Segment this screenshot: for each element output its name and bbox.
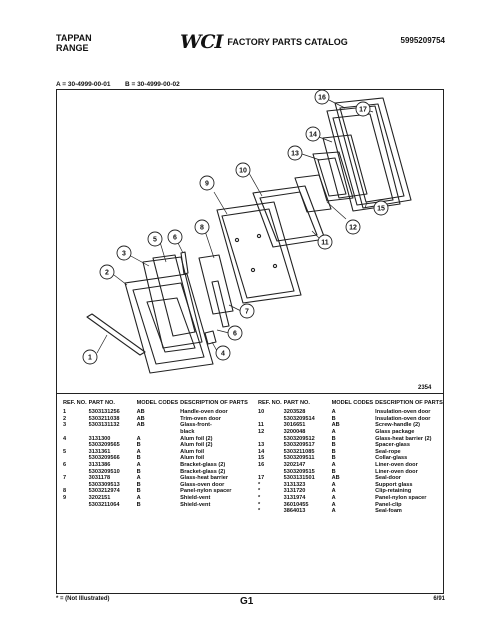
callout-label-9: 9: [205, 180, 209, 188]
description-cell: Glass-oven door: [180, 481, 225, 488]
table-row: [258, 416, 455, 423]
callout-label-16: 16: [318, 94, 326, 102]
part-no-cell: 5303211064: [88, 501, 120, 508]
part-no-cell: 3202151: [88, 494, 111, 501]
table-row: [258, 488, 455, 495]
callout-label-6b: 6: [233, 330, 237, 338]
model-code-cell: B: [331, 442, 336, 449]
table-row: [258, 482, 455, 489]
callout-label-7: 7: [245, 308, 249, 316]
ref-no-cell: *: [258, 501, 261, 508]
description-cell: Spacer-glass: [375, 442, 410, 449]
model-code-cell: A: [136, 475, 141, 482]
ref-no-cell: 4: [63, 435, 67, 442]
table-row: [63, 455, 260, 462]
ref-no-cell: 11: [258, 422, 264, 429]
ref-no-cell: 1: [63, 409, 67, 416]
model-code-cell: B: [331, 448, 336, 455]
description-cell: Glass-heat barrier: [180, 475, 229, 482]
description-cell: Insulation-oven door: [375, 409, 431, 416]
header-description: DESCRIPTION OF PARTS: [375, 400, 443, 406]
callout-label-11: 11: [321, 239, 329, 247]
table-row: [258, 495, 455, 502]
part-no-cell: 5303209511: [283, 455, 315, 462]
table-row: [258, 469, 455, 476]
ref-no-cell: 13: [258, 442, 265, 449]
part-insulation: [253, 186, 325, 247]
description-cell: Glass-heat barrier (2): [375, 435, 432, 442]
table-row: [258, 442, 455, 449]
catalog-number: 5995209754: [400, 36, 445, 45]
part-no-cell: 3131323: [283, 481, 306, 488]
table-row: [258, 455, 455, 462]
model-code-cell: B: [331, 468, 336, 475]
table-row: [63, 416, 260, 423]
part-no-cell: 3131720: [283, 488, 306, 495]
model-b: B = 30-4999-00-02: [124, 81, 180, 88]
part-no-cell: 5303211038: [88, 415, 120, 422]
ref-no-cell: *: [258, 494, 261, 501]
model-code-cell: A: [136, 494, 141, 501]
description-cell: Seal-door: [375, 475, 401, 482]
table-row: [63, 409, 260, 416]
part-shield-vent: [199, 255, 233, 314]
table-row: [63, 436, 260, 443]
part-no-cell: 5303209515: [283, 468, 315, 475]
part-no-cell: 5303209566: [88, 455, 120, 462]
header-ref-no: REF. NO.: [258, 400, 282, 406]
catalog-title: FACTORY PARTS CATALOG: [227, 37, 348, 47]
table-row: [258, 422, 455, 429]
table-row: [258, 462, 455, 469]
part-handle: [87, 314, 145, 355]
part-no-cell: 5303131256: [88, 409, 120, 416]
model-code-cell: A: [331, 494, 336, 501]
part-no-cell: 5303209512: [283, 435, 315, 442]
model-code-cell: A: [331, 481, 336, 488]
callout-label-4: 4: [221, 350, 225, 358]
model-code-cell: A: [331, 501, 336, 508]
table-row: [258, 502, 455, 509]
ref-no-cell: [258, 469, 284, 476]
table-row: [258, 475, 455, 482]
model-code-cell: A: [136, 435, 141, 442]
table-row: [63, 449, 260, 456]
description-cell: Clip-retaining: [375, 488, 412, 495]
part-no-cell: 5303212974: [88, 488, 120, 495]
wci-logo: WCI: [180, 31, 223, 53]
part-no-cell: 3203528: [283, 409, 306, 416]
model-code-cell: [137, 429, 181, 436]
part-seal-rope: [323, 135, 367, 198]
description-cell: Liner-oven door: [375, 468, 418, 475]
model-code-cell: A: [331, 428, 336, 435]
description-cell: Liner-oven door: [375, 461, 418, 468]
part-no-cell: [89, 429, 137, 436]
model-code-cell: B: [136, 442, 141, 449]
catalog-header: [180, 31, 348, 53]
table-header-row: [258, 400, 455, 409]
ref-no-cell: 3: [63, 422, 67, 429]
model-code-cell: AB: [136, 409, 145, 416]
table-row: [258, 449, 455, 456]
description-cell: Screw-handle (2): [375, 422, 420, 429]
model-code-cell: B: [136, 488, 141, 495]
ref-no-cell: 5: [63, 448, 67, 455]
ref-no-cell: *: [258, 481, 261, 488]
table-row: [258, 429, 455, 436]
description-cell: Seal-foam: [375, 508, 402, 515]
model-code-cell: B: [136, 455, 141, 462]
part-no-cell: 5303211085: [283, 448, 315, 455]
model-legend: [56, 81, 180, 88]
description-cell: Seal-rope: [375, 448, 401, 455]
description-cell: Panel-nylon spacer: [375, 494, 427, 501]
description-cell: Shield-vent: [180, 494, 211, 501]
part-no-cell: 5303309513: [88, 481, 120, 488]
callout-label-13: 13: [291, 150, 299, 158]
brand-name: TAPPAN: [56, 33, 92, 43]
table-divider: [56, 393, 444, 394]
description-cell: Handle-oven door: [180, 409, 228, 416]
ref-no-cell: [63, 469, 89, 476]
ref-no-cell: 12: [258, 428, 265, 435]
description-cell: Insulation-oven door: [375, 415, 431, 422]
part-no-cell: 3131386: [88, 461, 111, 468]
ref-no-cell: 10: [258, 409, 265, 416]
header-part-no: PART NO.: [88, 400, 115, 406]
part-no-cell: 5303209517: [283, 442, 315, 449]
table-row: [63, 429, 260, 436]
model-code-cell: AB: [331, 475, 340, 482]
ref-no-cell: *: [258, 508, 261, 515]
ref-no-cell: 8: [63, 488, 67, 495]
part-no-cell: 3016651: [283, 422, 306, 429]
callout-label-6: 6: [173, 234, 177, 242]
part-heat-barrier: [212, 281, 229, 327]
model-code-cell: A: [331, 461, 336, 468]
model-code-cell: B: [331, 435, 336, 442]
part-no-cell: 5303209510: [88, 468, 120, 475]
callout-label-10: 10: [239, 167, 247, 175]
ref-no-cell: 6: [63, 461, 67, 468]
table-header-row: [63, 400, 260, 409]
table-row: [258, 508, 455, 515]
model-code-cell: AB: [136, 422, 145, 429]
callout-label-1: 1: [88, 354, 92, 362]
callout-label-8: 8: [200, 224, 204, 232]
model-code-cell: B: [136, 481, 141, 488]
ref-no-cell: 16: [258, 461, 265, 468]
description-cell: Trim-oven door: [180, 415, 221, 422]
table-row: [63, 475, 260, 482]
part-no-cell: 3131974: [283, 494, 306, 501]
description-cell: Shield-vent: [180, 501, 211, 508]
table-row: [63, 502, 260, 509]
oven-door-exploded-diagram: [57, 90, 443, 392]
ref-no-cell: [63, 502, 89, 509]
ref-no-cell: 9: [63, 494, 67, 501]
callout-label-5: 5: [153, 236, 157, 244]
description-cell: Bracket-glass (2): [180, 461, 226, 468]
ref-no-cell: [258, 416, 284, 423]
part-inner-panel: [217, 202, 301, 303]
part-no-cell: 3200048: [283, 428, 306, 435]
ref-no-cell: [63, 442, 89, 449]
part-no-cell: 5303209565: [88, 442, 120, 449]
table-row: [63, 482, 260, 489]
callout-label-12: 12: [349, 224, 357, 232]
header-model-codes: MODEL CODES: [136, 400, 179, 406]
callout-label-17: 17: [359, 106, 367, 114]
model-code-cell: A: [331, 488, 336, 495]
description-cell: Glass package: [375, 428, 415, 435]
callout-label-14: 14: [309, 131, 317, 139]
part-no-cell: 5303209514: [283, 415, 315, 422]
model-code-cell: A: [136, 461, 141, 468]
ref-no-cell: 7: [63, 475, 67, 482]
header-model-codes: MODEL CODES: [331, 400, 374, 406]
revision-date: 6/91: [433, 596, 445, 602]
description-cell: black: [180, 428, 195, 435]
brand-block: [56, 33, 92, 53]
callout-label-3: 3: [122, 250, 126, 258]
ref-no-cell: 15: [258, 455, 265, 462]
table-row: [63, 495, 260, 502]
model-code-cell: A: [331, 508, 336, 515]
ref-no-cell: [63, 455, 89, 462]
description-cell: Alum foil: [180, 455, 205, 462]
ref-no-cell: [63, 482, 89, 489]
description-cell: Collar-glass: [375, 455, 408, 462]
part-no-cell: 36010455: [283, 501, 309, 508]
ref-no-cell: *: [258, 488, 261, 495]
description-cell: Bracket-glass (2): [180, 468, 226, 475]
model-code-cell: B: [136, 468, 141, 475]
part-glass-front: [153, 255, 195, 336]
model-a: A = 30-4999-00-01: [56, 81, 111, 88]
table-row: [63, 469, 260, 476]
ref-no-cell: 2: [63, 415, 67, 422]
table-row: [63, 422, 260, 429]
table-row: [63, 442, 260, 449]
parts-table-left: [63, 400, 260, 508]
model-code-cell: A: [331, 409, 336, 416]
table-row: [258, 436, 455, 443]
part-no-cell: 3202147: [283, 461, 306, 468]
description-cell: Panel-clip: [375, 501, 402, 508]
header-ref-no: REF. NO.: [63, 400, 87, 406]
description-cell: Glass-front-: [180, 422, 212, 429]
parts-table-right: [258, 400, 455, 515]
part-seal-door: [335, 98, 411, 208]
part-no-cell: 3031178: [88, 475, 111, 482]
page-number: G1: [240, 596, 254, 607]
table-row: [63, 462, 260, 469]
description-cell: Alum foil (2): [180, 435, 213, 442]
footnote-not-illustrated: * = (Not Illustrated): [56, 596, 110, 602]
callout-label-15: 15: [377, 205, 385, 213]
part-no-cell: 3864013: [283, 508, 306, 515]
description-cell: Alum foil: [180, 448, 205, 455]
header-description: DESCRIPTION OF PARTS: [180, 400, 248, 406]
model-code-cell: A: [136, 448, 141, 455]
part-no-cell: 5303131132: [88, 422, 120, 429]
description-cell: Alum foil (2): [180, 442, 213, 449]
model-code-cell: B: [136, 501, 141, 508]
part-no-cell: 3131300: [88, 435, 111, 442]
product-type: RANGE: [56, 43, 89, 53]
table-row: [258, 409, 455, 416]
model-code-cell: B: [331, 455, 336, 462]
model-code-cell: AB: [331, 422, 340, 429]
ref-no-cell: 14: [258, 448, 265, 455]
ref-no-cell: [258, 436, 284, 443]
ref-no-cell: 17: [258, 475, 265, 482]
description-cell: Panel-nylon spacer: [180, 488, 232, 495]
table-row: [63, 488, 260, 495]
ref-no-cell: [63, 429, 89, 436]
model-code-cell: B: [331, 415, 336, 422]
model-code-cell: AB: [136, 415, 145, 422]
part-no-cell: 3131361: [88, 448, 111, 455]
part-no-cell: 5303131501: [283, 475, 315, 482]
description-cell: Support glass: [375, 481, 413, 488]
header-part-no: PART NO.: [283, 400, 310, 406]
drawing-number: 2354: [418, 385, 432, 391]
callout-label-2: 2: [105, 269, 109, 277]
